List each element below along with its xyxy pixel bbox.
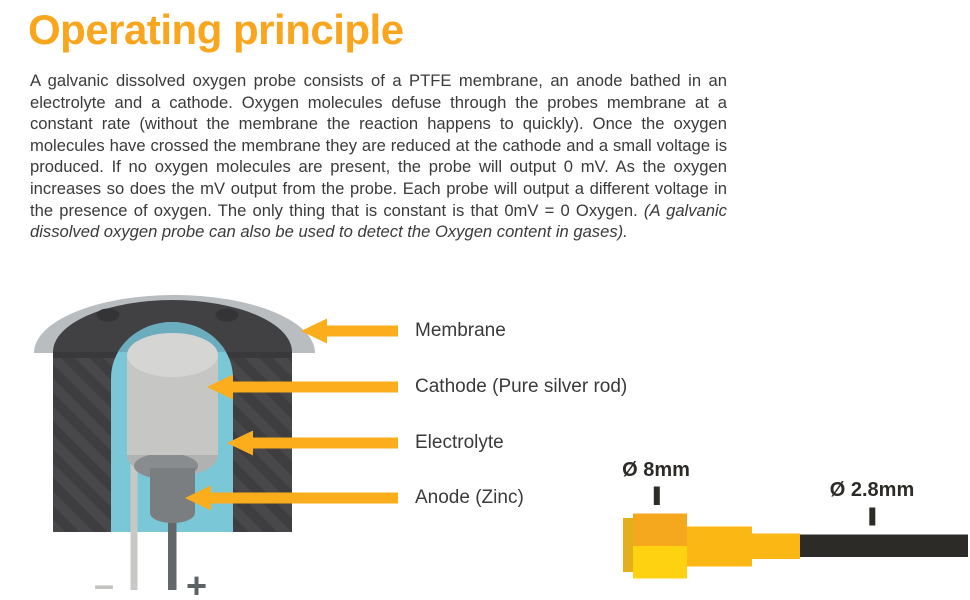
intro-italic-note: (A galvanic dissolved oxygen probe can also be used to detect the Oxygen content in gases). — [30, 200, 727, 242]
connector-end-cap — [623, 518, 634, 572]
dim-tick-2-8mm — [869, 508, 875, 526]
connector-step — [752, 534, 800, 560]
dim-label-2-8mm: Ø 2.8mm — [829, 479, 915, 501]
connector-body-bottom — [633, 546, 687, 579]
connector-barrel — [687, 527, 752, 567]
probe-cross-section-diagram — [30, 288, 410, 600]
electrolyte-arrow-icon — [227, 431, 398, 456]
page-title: Operating principle — [28, 6, 404, 53]
cathode-top — [127, 333, 218, 377]
membrane-arrow-icon — [301, 319, 398, 344]
intro-paragraph — [30, 70, 727, 243]
probe-cable — [800, 535, 968, 558]
connector-body-top — [633, 514, 687, 547]
cathode-wire — [131, 460, 138, 590]
cap-vent-hole-left — [97, 309, 120, 322]
part-label-electrolyte: Electrolyte — [415, 432, 504, 453]
part-label-cathode: Cathode (Pure silver rod) — [415, 376, 628, 397]
part-label-membrane: Membrane — [415, 320, 506, 341]
part-label-anode: Anode (Zinc) — [415, 487, 524, 508]
positive-terminal-symbol: + — [186, 565, 208, 600]
dim-label-8mm: Ø 8mm — [622, 459, 690, 481]
anode-rod — [150, 468, 195, 523]
intro-main-text: A galvanic dissolved oxygen probe consists of a PTFE membrane, an anode bathed in an electrolyte and a cathode. Oxygen molecules defuse through the probes membrane at a constant rate (without the membrane the reaction happens to quickly). Once the oxygen molecules have crossed the membrane they are reduced at the cathode and a small voltage is produced. If no oxygen molecules are present, the probe will output 0 mV. As the oxygen increases so does the mV output from the probe. Each probe will output a different voltage in the presence of oxygen. The only thing that is constant is that 0mV = 0 Oxygen. — [30, 71, 727, 220]
dim-tick-8mm — [654, 487, 660, 506]
cap-vent-hole-right — [216, 309, 239, 322]
negative-terminal-symbol: – — [94, 564, 115, 600]
